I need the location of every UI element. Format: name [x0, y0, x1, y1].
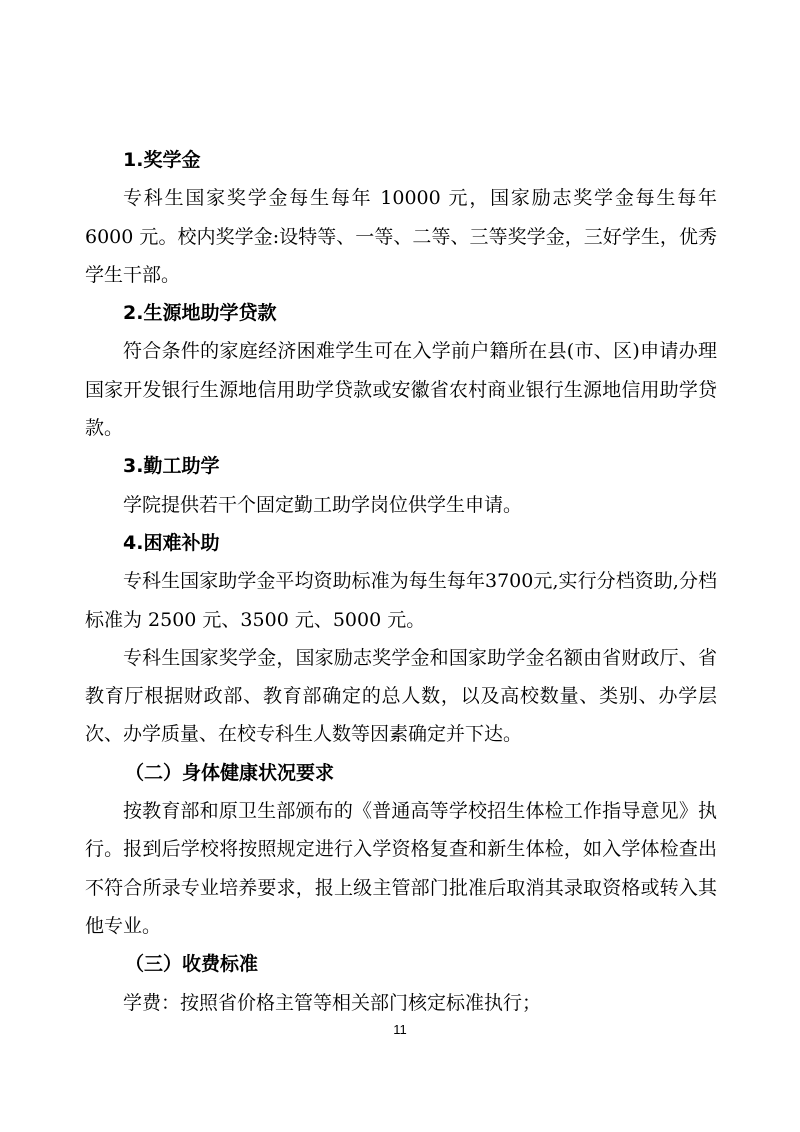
- section-heading-hardship-aid: 4.困难补助: [123, 531, 220, 554]
- section-heading-scholarship: 1.奖学金: [123, 149, 201, 171]
- page-number: 11: [393, 1022, 407, 1037]
- section-heading-fees: （三）收费标准: [125, 953, 259, 976]
- paragraph-student-loan: 符合条件的家庭经济困难学生可在入学前户籍所在县(市、区)申请办理国家开发银行生源地信用助学贷款或安徽省农村商业银行生源地信用助学贷款。: [85, 340, 717, 440]
- paragraph-scholarship: 专科生国家奖学金每生每年 10000 元，国家励志奖学金每生每年6000 元。校内奖学金:设特等、一等、二等、三等奖学金，三好学生，优秀学生干部。: [85, 187, 717, 286]
- paragraph-quota: 专科生国家奖学金，国家励志奖学金和国家助学金名额由省财政厅、省教育厅根据财政部、教育部确定的总人数，以及高校数量、类别、办学层次、办学质量、在校专科生人数等因素确定并下达。: [85, 646, 717, 746]
- section-heading-student-loan: 2.生源地助学贷款: [123, 302, 277, 325]
- paragraph-fees: 学费：按照省价格主管等相关部门核定标准执行；: [123, 991, 542, 1014]
- paragraph-hardship-aid: 专科生国家助学金平均资助标准为每生每年3700元,实行分档资助,分档标准为 2500 元、3500 元、5000 元。: [85, 570, 717, 631]
- document-body: [85, 141, 717, 1022]
- paragraph-work-study: 学院提供若干个固定勤工助学岗位供学生申请。: [123, 493, 523, 516]
- section-heading-work-study: 3.勤工助学: [123, 455, 220, 478]
- paragraph-health-requirements: 按教育部和原卫生部颁布的《普通高等学校招生体检工作指导意见》执行。报到后学校将按照规定进行入学资格复查和新生体检，如入学体检查出不符合所录专业培养要求，报上级主管部门批准后取消其录取资格或转入其他专业。: [85, 800, 717, 937]
- section-heading-health-requirements: （二）身体健康状况要求: [125, 761, 335, 784]
